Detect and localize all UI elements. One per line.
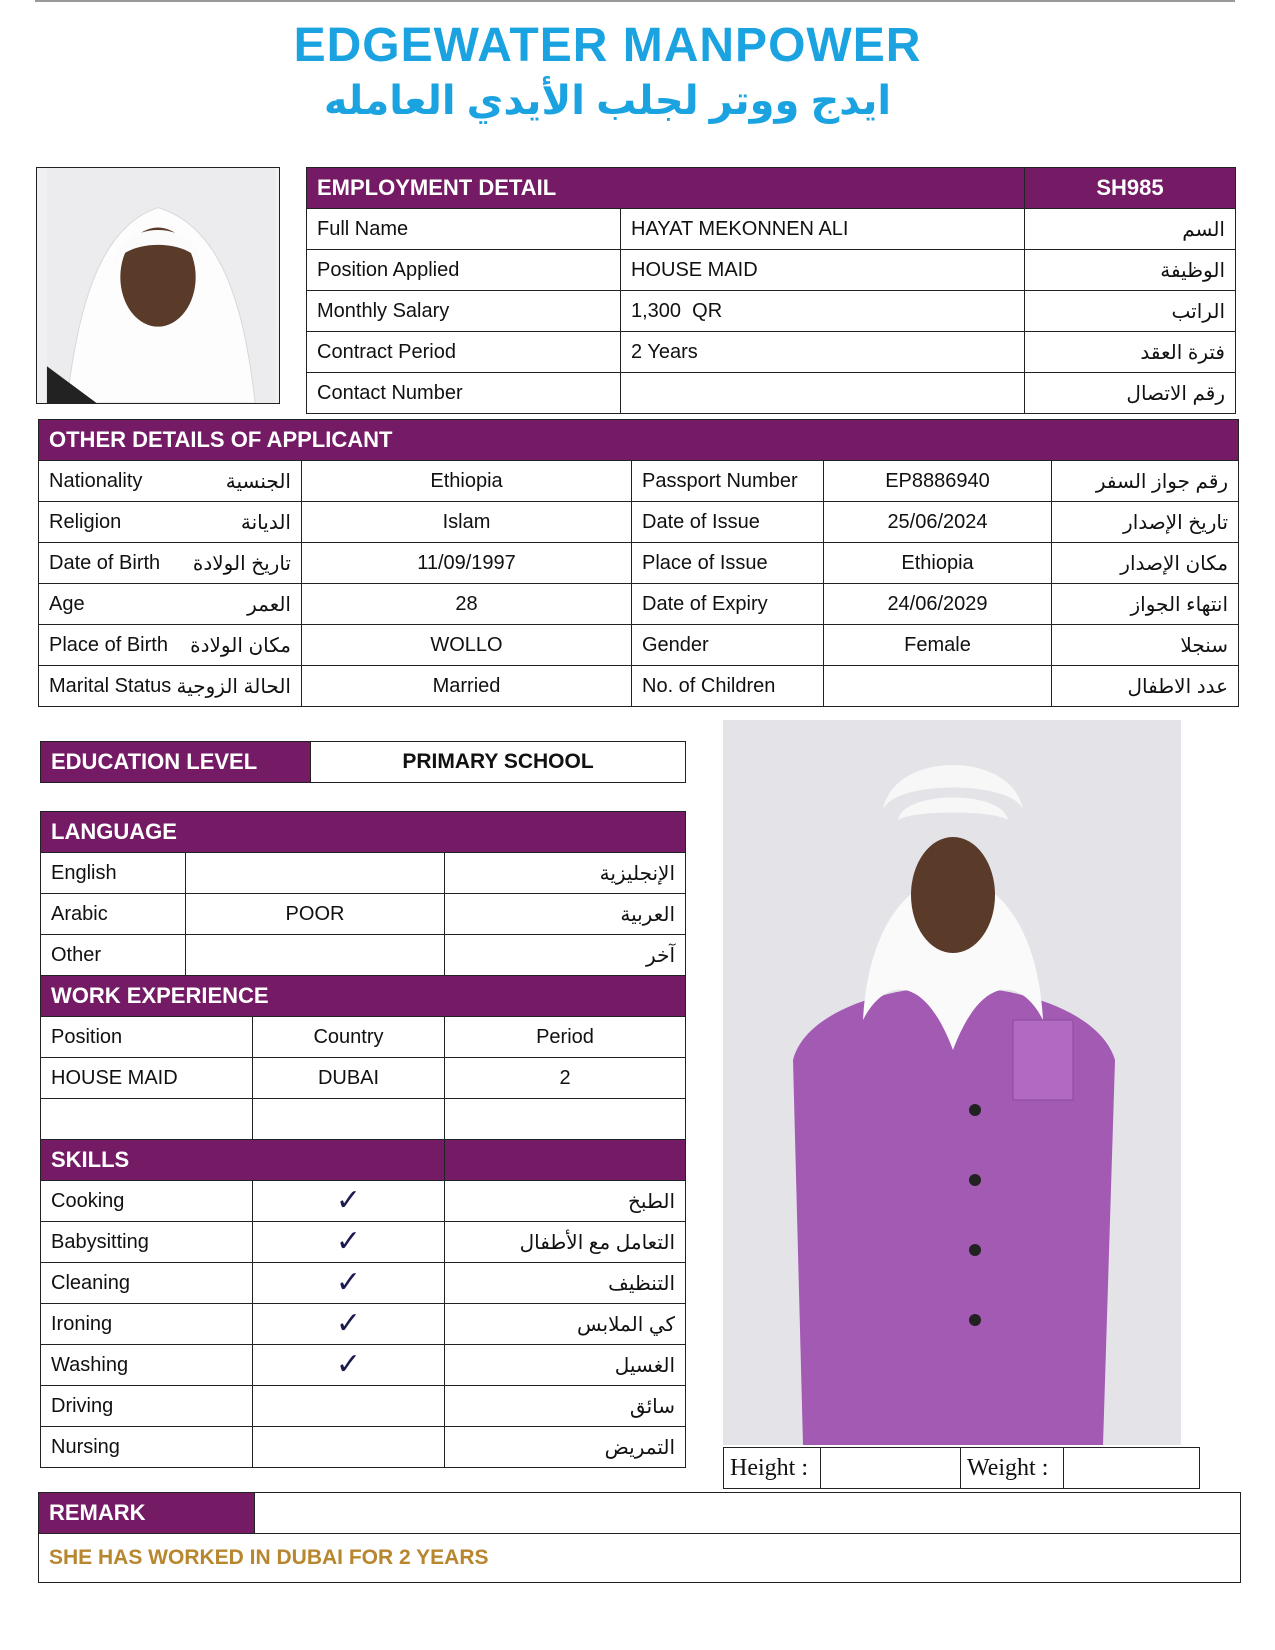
weight-value <box>1064 1448 1200 1489</box>
table-row <box>41 1099 686 1140</box>
check-icon: ✓ <box>335 1307 362 1340</box>
table-row <box>41 1304 686 1345</box>
field-label: Position Applied <box>307 250 621 291</box>
table-row <box>39 543 1239 584</box>
check-icon: ✓ <box>335 1348 362 1381</box>
education-value: PRIMARY SCHOOL <box>311 742 686 783</box>
field-label-arabic: الوظيفة <box>1025 250 1236 291</box>
language-label: Arabic <box>41 894 186 935</box>
full-name-value: HAYAT MEKONNEN ALI <box>621 209 1025 250</box>
religion-value: Islam <box>302 502 632 543</box>
field-label: Full Name <box>307 209 621 250</box>
remark-heading: REMARK <box>39 1493 255 1534</box>
field-label-arabic: السم <box>1025 209 1236 250</box>
skills-header-row <box>41 1140 686 1181</box>
language-label: English <box>41 853 186 894</box>
skill-label: Ironing <box>41 1304 253 1345</box>
skill-label-arabic: الطبخ <box>445 1181 686 1222</box>
height-value <box>821 1448 961 1489</box>
weight-label: Weight : <box>961 1448 1064 1489</box>
table-row <box>41 853 686 894</box>
nationality-value: Ethiopia <box>302 461 632 502</box>
age-value: 28 <box>302 584 632 625</box>
remark-text: SHE HAS WORKED IN DUBAI FOR 2 YEARS <box>39 1534 1241 1583</box>
salary-value: 1,300 QR <box>621 291 1025 332</box>
employment-ref: SH985 <box>1025 168 1236 209</box>
field-label: Date of Issue <box>632 502 824 543</box>
issue-date-value: 25/06/2024 <box>824 502 1052 543</box>
table-row <box>41 1386 686 1427</box>
other-language-level <box>186 935 445 976</box>
field-label: Place of Birth <box>39 625 177 666</box>
skill-label: Cooking <box>41 1181 253 1222</box>
table-row <box>41 1181 686 1222</box>
field-label-arabic: العمر <box>177 584 302 625</box>
work-columns-row <box>41 1017 686 1058</box>
skill-label-arabic: سائق <box>445 1386 686 1427</box>
table-row <box>39 461 1239 502</box>
check-icon: ✓ <box>335 1184 362 1217</box>
field-label: Marital Status <box>39 666 177 707</box>
work-position <box>41 1099 253 1140</box>
language-label-arabic: العربية <box>445 894 686 935</box>
field-label: Date of Expiry <box>632 584 824 625</box>
skill-label-arabic: التعامل مع الأطفال <box>445 1222 686 1263</box>
contract-period-value: 2 Years <box>621 332 1025 373</box>
language-label: Other <box>41 935 186 976</box>
field-label-arabic: الحالة الزوجية <box>177 666 302 707</box>
table-row <box>307 373 1236 414</box>
field-label: Place of Issue <box>632 543 824 584</box>
check-icon: ✓ <box>335 1225 362 1258</box>
skill-check <box>253 1386 445 1427</box>
work-country <box>253 1099 445 1140</box>
skill-label-arabic: التنظيف <box>445 1263 686 1304</box>
language-heading: LANGUAGE <box>41 812 686 853</box>
language-work-skills-table <box>40 811 686 1468</box>
field-label-arabic: رقم الاتصال <box>1025 373 1236 414</box>
employment-header-row <box>307 168 1236 209</box>
language-label-arabic: الإنجليزية <box>445 853 686 894</box>
table-row <box>307 332 1236 373</box>
field-label: Passport Number <box>632 461 824 502</box>
other-details-heading: OTHER DETAILS OF APPLICANT <box>39 420 1239 461</box>
skill-check <box>253 1304 445 1345</box>
skill-label-arabic: التمريض <box>445 1427 686 1468</box>
table-row <box>39 666 1239 707</box>
gender-value: Female <box>824 625 1052 666</box>
field-label: No. of Children <box>632 666 824 707</box>
field-label-arabic: فترة العقد <box>1025 332 1236 373</box>
field-label-arabic: عدد الاطفال <box>1052 666 1239 707</box>
passport-number-value: EP8886940 <box>824 461 1052 502</box>
table-row <box>41 1058 686 1099</box>
table-row <box>307 291 1236 332</box>
work-experience-heading: WORK EXPERIENCE <box>41 976 686 1017</box>
work-header-row <box>41 976 686 1017</box>
skill-label: Washing <box>41 1345 253 1386</box>
column-header: Period <box>445 1017 686 1058</box>
check-icon: ✓ <box>335 1266 362 1299</box>
company-title-arabic: ايدج ووتر لجلب الأيدي العامله <box>323 79 892 123</box>
employment-heading: EMPLOYMENT DETAIL <box>307 168 1025 209</box>
education-label: EDUCATION LEVEL <box>41 742 311 783</box>
portrait-photo <box>36 167 280 404</box>
remark-table <box>38 1492 1241 1583</box>
skill-label: Nursing <box>41 1427 253 1468</box>
field-label-arabic: الراتب <box>1025 291 1236 332</box>
language-header-row <box>41 812 686 853</box>
place-of-birth-value: WOLLO <box>302 625 632 666</box>
employment-detail-table <box>306 167 1236 414</box>
measurements-table <box>723 1447 1200 1489</box>
table-row <box>41 935 686 976</box>
skill-label: Driving <box>41 1386 253 1427</box>
birth-date-value: 11/09/1997 <box>302 543 632 584</box>
work-country: DUBAI <box>253 1058 445 1099</box>
skill-check <box>253 1345 445 1386</box>
skill-label: Babysitting <box>41 1222 253 1263</box>
field-label-arabic: سنجلا <box>1052 625 1239 666</box>
field-label: Religion <box>39 502 177 543</box>
remark-blank <box>255 1493 1241 1534</box>
full-body-image <box>723 720 1181 1445</box>
skill-check <box>253 1427 445 1468</box>
work-period <box>445 1099 686 1140</box>
work-period: 2 <box>445 1058 686 1099</box>
height-label: Height : <box>724 1448 821 1489</box>
field-label: Age <box>39 584 177 625</box>
table-row <box>41 1263 686 1304</box>
column-header: Position <box>41 1017 253 1058</box>
column-header: Country <box>253 1017 445 1058</box>
children-value <box>824 666 1052 707</box>
table-row <box>41 1427 686 1468</box>
arabic-level: POOR <box>186 894 445 935</box>
field-label: Monthly Salary <box>307 291 621 332</box>
field-label: Nationality <box>39 461 177 502</box>
field-label-arabic: مكان الإصدار <box>1052 543 1239 584</box>
field-label-arabic: رقم جواز السفر <box>1052 461 1239 502</box>
expiry-date-value: 24/06/2029 <box>824 584 1052 625</box>
marital-status-value: Married <box>302 666 632 707</box>
english-level <box>186 853 445 894</box>
contact-number-value <box>621 373 1025 414</box>
skills-heading-blank <box>445 1140 686 1181</box>
top-rule <box>35 0 1235 2</box>
place-of-issue-value: Ethiopia <box>824 543 1052 584</box>
table-row <box>39 502 1239 543</box>
field-label-arabic: انتهاء الجواز <box>1052 584 1239 625</box>
skill-check <box>253 1222 445 1263</box>
position-value: HOUSE MAID <box>621 250 1025 291</box>
other-details-header-row <box>39 420 1239 461</box>
table-row <box>307 209 1236 250</box>
table-row <box>41 894 686 935</box>
table-row <box>39 584 1239 625</box>
table-row <box>41 1345 686 1386</box>
table-row <box>307 250 1236 291</box>
company-title: EDGEWATER MANPOWER <box>293 19 922 72</box>
table-row <box>39 625 1239 666</box>
field-label-arabic: تاريخ الولادة <box>177 543 302 584</box>
education-table <box>40 741 686 783</box>
field-label: Contact Number <box>307 373 621 414</box>
field-label-arabic: الجنسية <box>177 461 302 502</box>
field-label: Contract Period <box>307 332 621 373</box>
field-label-arabic: تاريخ الإصدار <box>1052 502 1239 543</box>
field-label-arabic: الديانة <box>177 502 302 543</box>
skill-check <box>253 1181 445 1222</box>
skill-label: Cleaning <box>41 1263 253 1304</box>
table-row <box>41 1222 686 1263</box>
skills-heading: SKILLS <box>41 1140 445 1181</box>
field-label: Gender <box>632 625 824 666</box>
language-label-arabic: آخر <box>445 935 686 976</box>
skill-label-arabic: كي الملابس <box>445 1304 686 1345</box>
skill-label-arabic: الغسيل <box>445 1345 686 1386</box>
skill-check <box>253 1263 445 1304</box>
portrait-image <box>37 168 279 403</box>
work-position: HOUSE MAID <box>41 1058 253 1099</box>
field-label: Date of Birth <box>39 543 177 584</box>
full-body-photo <box>723 720 1181 1445</box>
field-label-arabic: مكان الولادة <box>177 625 302 666</box>
other-details-table <box>38 419 1239 707</box>
